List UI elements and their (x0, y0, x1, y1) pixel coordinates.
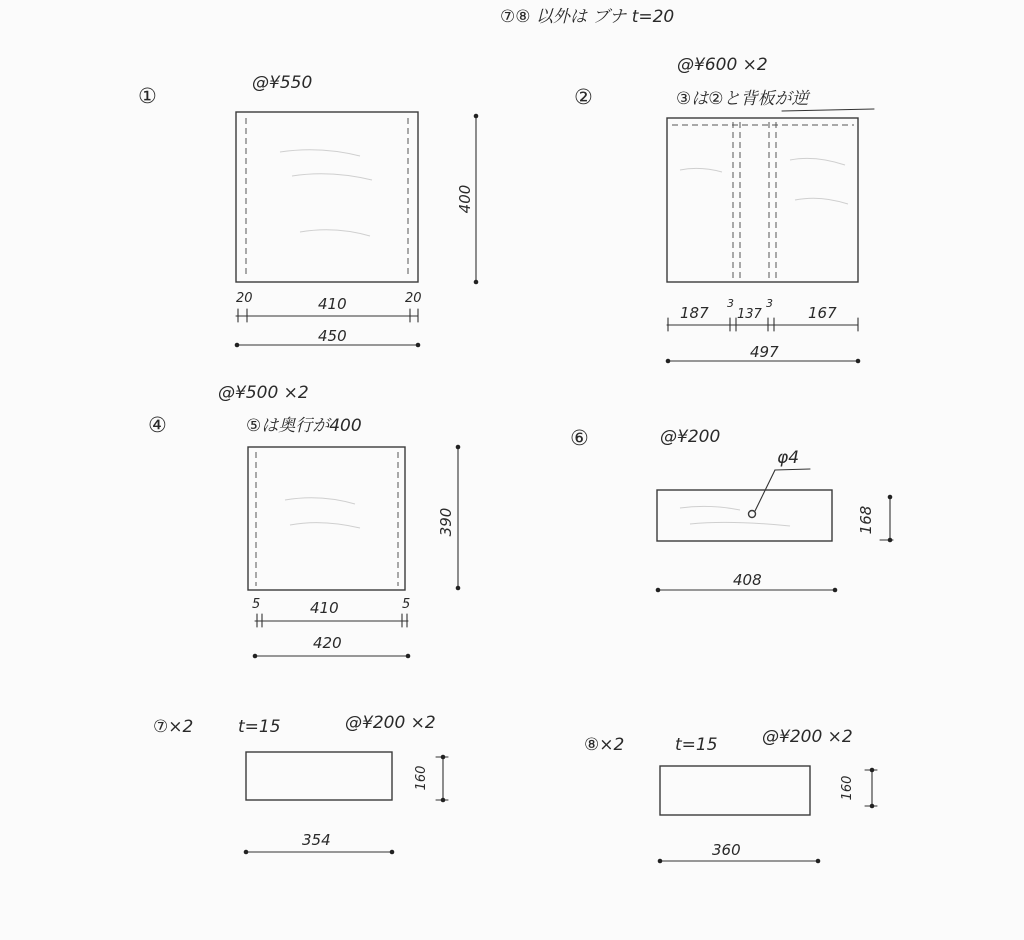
part-2 (574, 55, 874, 363)
part-2-dim-gap-a: 3 (727, 297, 734, 310)
part-6-panel (657, 490, 832, 541)
part-2-wood-grain (680, 158, 848, 204)
part-1-height-dot-top (474, 114, 479, 119)
part-4-height-label: 390 (437, 507, 455, 537)
part-8-width-dot-left (658, 859, 663, 864)
part-2-label: ② (574, 85, 593, 109)
part-8-label: ⑧×2 (584, 735, 625, 755)
part-4-dim-right: 5 (402, 597, 411, 612)
part-6-width-dot-right (833, 588, 838, 593)
part-8-width-label: 360 (712, 841, 741, 859)
part-1-price: @¥550 (252, 73, 313, 93)
part-6-width-dot-left (656, 588, 661, 593)
part-1-panel (236, 112, 418, 282)
part-4-dim-inner: 410 (310, 599, 339, 617)
part-2-note: ③は②と背板が逆 (676, 89, 809, 109)
part-8-height-dot-bottom (870, 804, 875, 809)
part-2-width-dot-left (666, 359, 671, 364)
part-7-height-dot-top (441, 755, 446, 760)
part-1-width-dot-left (235, 343, 240, 348)
part-6-hole (749, 511, 756, 518)
part-6-label: ⑥ (570, 426, 589, 450)
part-1-wood-grain (280, 150, 372, 236)
part-7-panel (246, 752, 392, 800)
part-8-height-dot-top (870, 768, 875, 773)
part-8-thickness: t=15 (675, 735, 718, 755)
part-6-leader-underline (775, 469, 810, 470)
part-4-note: ⑤は奥行が400 (246, 416, 362, 436)
part-4 (148, 383, 460, 658)
part-4-width-label: 420 (313, 634, 342, 652)
part-2-dim-b: 137 (737, 307, 762, 322)
part-2-width-dot-right (856, 359, 861, 364)
part-6-height-label: 168 (857, 505, 875, 535)
part-2-note-underline (782, 109, 874, 111)
part-8-width-dot-right (816, 859, 821, 864)
part-7 (153, 713, 448, 854)
part-6-wood-grain (680, 506, 790, 526)
part-1-height-label: 400 (456, 184, 474, 214)
part-1-label: ① (138, 84, 157, 108)
part-1-width-label: 450 (318, 327, 347, 345)
part-8 (584, 727, 877, 863)
part-4-width-dot-right (406, 654, 411, 659)
part-6-width-label: 408 (733, 571, 762, 589)
part-4-width-dot-left (253, 654, 258, 659)
part-4-price: @¥500 ×2 (218, 383, 309, 403)
part-4-wood-grain (285, 498, 360, 528)
part-7-width-label: 354 (302, 831, 331, 849)
part-2-price: @¥600 ×2 (677, 55, 768, 75)
part-4-label: ④ (148, 413, 167, 437)
part-7-height-dot-bottom (441, 798, 446, 803)
part-4-panel (248, 447, 405, 590)
header-note: ⑦⑧ 以外は ブナ t=20 (500, 7, 675, 27)
part-6-price: @¥200 (660, 427, 721, 447)
part-7-thickness: t=15 (238, 717, 281, 737)
part-2-dim-c: 167 (808, 304, 837, 322)
part-1-width-dot-right (416, 343, 421, 348)
part-6-height-dot-bottom (888, 538, 893, 543)
part-7-label: ⑦×2 (153, 717, 194, 737)
part-2-width-label: 497 (750, 343, 779, 361)
part-2-dim-a: 187 (680, 304, 709, 322)
part-6-height-dot-top (888, 495, 893, 500)
part-4-height-dot-top (456, 445, 461, 450)
part-7-height-label: 160 (414, 765, 429, 791)
part-6 (570, 426, 893, 592)
part-7-width-dot-left (244, 850, 249, 855)
part-8-price: @¥200 ×2 (762, 727, 853, 747)
part-6-hole-label: φ4 (777, 448, 800, 468)
part-1-height-dot-bottom (474, 280, 479, 285)
part-1-dim-left: 20 (236, 291, 253, 306)
part-1-dim-inner: 410 (318, 295, 347, 313)
part-4-height-dot-bottom (456, 586, 461, 591)
part-8-panel (660, 766, 810, 815)
part-8-height-label: 160 (840, 775, 855, 801)
part-2-dim-gap-b: 3 (766, 297, 773, 310)
part-1 (138, 73, 478, 347)
part-1-dim-right: 20 (405, 291, 422, 306)
part-7-width-dot-right (390, 850, 395, 855)
part-4-dim-left: 5 (252, 597, 261, 612)
part-7-price: @¥200 ×2 (345, 713, 436, 733)
